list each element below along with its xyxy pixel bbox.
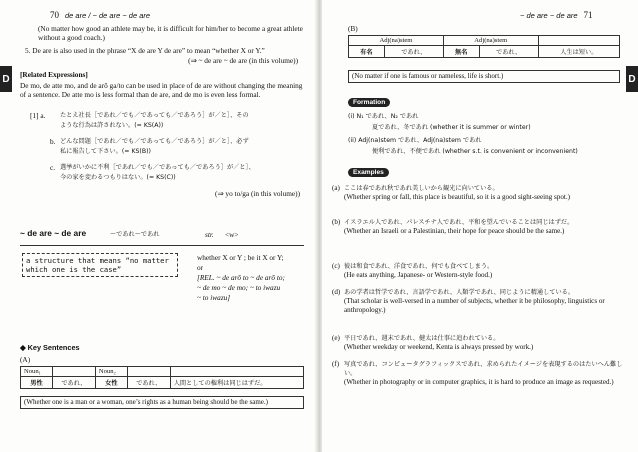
def-right-3: [REL. ~ de arō to ~ de arō to;	[197, 273, 285, 282]
formation-ii: (ii) Adj(na)stem であれ、Adj(na)stem であれ	[348, 137, 482, 144]
example-translation: (That scholar is well-versed in a number of subjects, whether it be philosophy, linguistics or anthropology.)	[344, 297, 605, 314]
item-5-ref: (⇒ ~ de are ~ de are (in this volume))	[188, 56, 298, 65]
table-b-c5: 人生は短い。	[538, 46, 619, 58]
key-b-label: (B)	[348, 24, 358, 33]
key-b-table	[348, 35, 620, 58]
formation-i: (i) N₁ であれ、N₂ であれ	[348, 113, 419, 120]
item-5: 5. De are is also used in the phrase “X de are Y de are” to mean “whether X or Y.”	[25, 46, 265, 55]
table-b-h2: Adj(na)stem	[443, 36, 538, 46]
example-b	[332, 218, 626, 236]
example-label: (b)	[332, 218, 341, 226]
thumb-index-left: D	[0, 66, 12, 92]
rel-a-line1: たとえ社長［であれ／でも／であっても／であろう］が／と］、その	[60, 112, 249, 119]
rel-a-line2: ような行為は許されない。(= KS(A))	[60, 122, 164, 129]
example-c	[332, 262, 626, 280]
example-label: (e)	[332, 334, 340, 342]
table-a-c5: 人間としての権利は同じはずだ。	[170, 377, 303, 389]
key-a-table	[20, 366, 304, 389]
rel-c-label: c.	[50, 163, 56, 172]
left-page	[0, 0, 316, 452]
table-b-c1: 有名	[349, 46, 385, 58]
formation-ii-example: 便利であれ、不便であれ (whether s.t. is convenient or inconvenient)	[372, 148, 578, 155]
example-translation: (Whether spring or fall, this place is beautiful, so it is a good sight-seeing spot.)	[344, 193, 570, 201]
related-title: [Related Expressions]	[20, 70, 88, 79]
table-a-c1: 男性	[21, 377, 53, 389]
key-a-label: (A)	[20, 355, 31, 364]
left-page-number: 70	[50, 10, 59, 20]
key-b-translation: (No matter if one is famous or nameless, life is short.)	[348, 70, 620, 83]
intro-continued: (No matter how good an athlete may be, it is difficult for him/her to become a great athlete without a good coach.)	[38, 24, 303, 43]
example-japanese: ここは春であれ秋であれ美しいから観光に向いている。	[344, 185, 499, 192]
entry-japanese: ～であれ～であれ	[110, 231, 160, 238]
example-e	[332, 334, 626, 352]
left-head-title: de are / ~ de are ~ de are	[65, 11, 151, 20]
example-f	[332, 360, 626, 387]
entry-rule	[20, 245, 304, 246]
rel-c-line1: 選挙がいかに不利［であれ／でも／であっても／であろう］が／と］、	[60, 164, 255, 171]
def-right-1: whether X or Y ; be it X or Y;	[197, 253, 284, 262]
thumb-index-right: D	[626, 66, 638, 92]
examples-label: Examples	[348, 168, 389, 177]
example-a	[332, 184, 626, 202]
example-japanese: イスラエル人であれ、パレスチナ人であれ、平和を望んでいることは同じはずだ。	[344, 219, 574, 226]
example-translation: (He eats anything, Japanese- or Western-style food.)	[344, 271, 493, 279]
table-a-c3: 女性	[95, 377, 127, 389]
def-right-5: ~ to iwazu]	[197, 293, 231, 302]
rel-b-label: b.	[50, 137, 56, 146]
def-right-4: ~ de mo ~ de mo; ~ to iwazu	[197, 283, 281, 292]
formation-label: Formation	[348, 98, 390, 107]
key-sentences-title: ◆ Key Sentences	[20, 343, 80, 352]
example-d	[332, 288, 626, 315]
table-b-c2: であれ、	[384, 46, 443, 58]
table-a-h1: Noun₁	[21, 367, 53, 377]
def-right-2: or	[197, 263, 204, 272]
rel-a-label: [1] a.	[30, 111, 46, 120]
table-b-c4: であれ、	[479, 46, 538, 58]
example-japanese: 写真であれ、コンピュータグラフィックスであれ、求められたイメージを表現するのはたいへん難しい。	[344, 361, 623, 377]
table-b-h1: Adj(na)stem	[349, 36, 444, 46]
example-translation: (Whether an Israeli or a Palestinian, their hope for peace should be the same.)	[344, 227, 565, 235]
formation-i-example: 夏であれ、冬であれ (whether it is summer or winter)	[372, 124, 531, 131]
example-label: (d)	[332, 288, 341, 296]
entry-title: ~ de are ~ de are	[20, 228, 87, 238]
table-a-c4: であれ、	[127, 377, 170, 389]
rel-ref: (⇒ yo to/ga (in this volume))	[215, 189, 300, 198]
right-head-title: ~ de are ~ de are	[520, 11, 578, 20]
entry-str: str.	[205, 230, 214, 239]
rel-b-line2: 私に報告して下さい。(= KS(B))	[60, 148, 151, 155]
example-translation: (Whether weekday or weekend, Kenta is always pressed by work.)	[344, 343, 534, 351]
entry-w: <w>	[225, 230, 239, 239]
right-page-number: 71	[583, 10, 593, 20]
example-label: (f)	[332, 360, 340, 368]
right-page	[322, 0, 638, 452]
definition-box: a structure that means “no matter which one is the case”	[22, 253, 178, 277]
table-a-c2: であれ、	[52, 377, 95, 389]
key-a-translation: (Whether one is a man or a woman, one’s rights as a human being should be the same.)	[20, 396, 304, 409]
example-translation: (Whether in photography or in computer graphics, it is hard to produce an image as requested.)	[344, 378, 614, 386]
related-body: De mo, de atte mo, and de arō ga/to can be used in place of de are without changing the meaning of a sentence. De atte mo is less formal than de are, and de mo is even less formal.	[20, 81, 303, 100]
example-japanese: 彼は和食であれ、洋食であれ、何でも食べてしまう。	[344, 263, 494, 270]
example-japanese: 平日であれ、週末であれ、健太は仕事に追われている。	[344, 335, 500, 342]
right-running-head	[520, 10, 593, 20]
left-running-head	[50, 10, 150, 20]
rel-b-line1: どんな問題［であれ／でも／であっても／であろう］が／と］、必ず	[60, 138, 249, 145]
rel-c-line2: 今の家を変わるつもりはない。(= KS(C))	[60, 174, 176, 181]
example-japanese: あの学者は哲学であれ、言語学であれ、人類学であれ、同じように精通している。	[344, 289, 575, 296]
table-a-h2: Noun₂	[95, 367, 127, 377]
example-label: (a)	[332, 184, 340, 192]
table-b-c3: 無名	[443, 46, 479, 58]
example-label: (c)	[332, 262, 340, 270]
